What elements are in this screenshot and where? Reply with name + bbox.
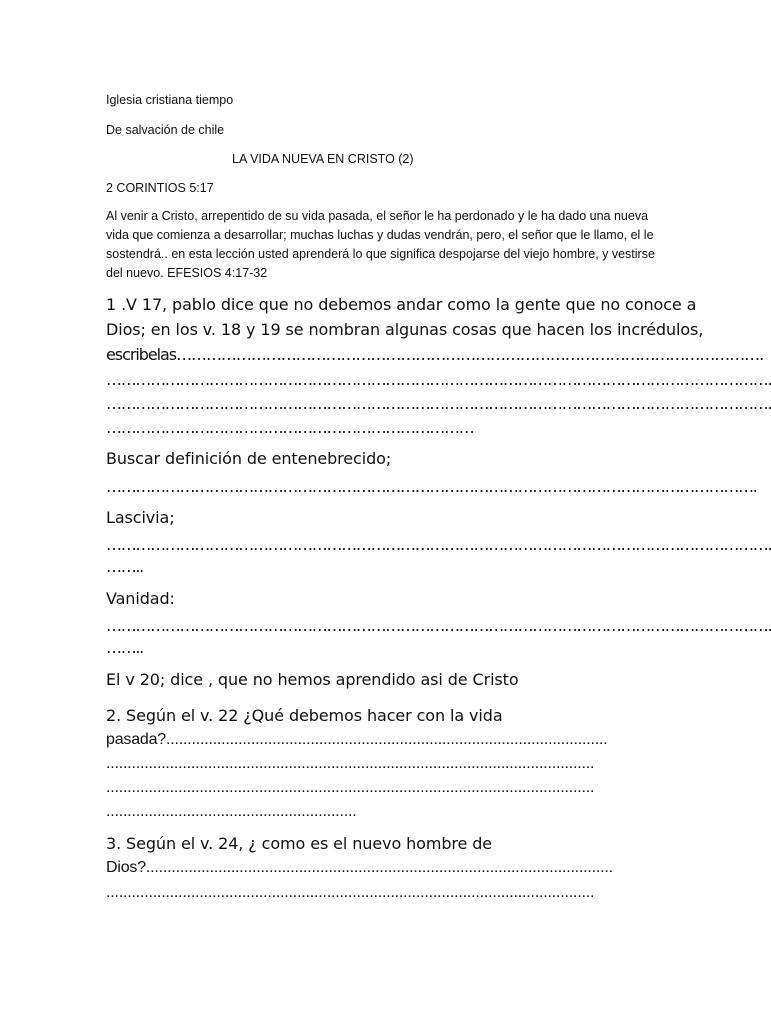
question2-answer-line: ...........................................................: [106, 803, 357, 820]
question1-answer-line: ……………………………………………………………………………………………………………………….: [106, 394, 771, 413]
question1-answer-line: escribelas……………………………………………………………………………………………………….: [106, 345, 764, 364]
lascivia-answer-line: ……………………………………………………………………………………………………………………….: [106, 535, 771, 554]
church-name-line1: Iglesia cristiana tiempo: [106, 93, 234, 107]
question2-answer-line: pasada?........................................................................................................: [106, 731, 608, 748]
question3-answer-line: ...................................................................................................................: [106, 884, 595, 901]
question1-answer-line: …………………………………………………………………: [106, 418, 474, 437]
question2-text: 2. Según el v. 22 ¿Qué debemos hacer con la vida: [106, 706, 503, 725]
scripture-reference: 2 CORINTIOS 5:17: [106, 181, 214, 195]
vanidad-prompt: Vanidad:: [106, 589, 175, 608]
lascivia-answer-line: ……..: [106, 557, 143, 576]
question3-answer-line: Dios?..............................................................................................................: [106, 859, 613, 876]
question2-answer-line: ...................................................................................................................: [106, 755, 595, 772]
question1-answer-line: ……………………………………………………………………………………………………………………….: [106, 370, 771, 389]
church-name-line2: De salvación de chile: [106, 123, 225, 137]
entenebrecido-answer-line: …………………………………………………………………………………………………………………….: [106, 477, 757, 496]
intro-line: vida que comienza a desarrollar; muchas luchas y dudas vendrán, pero, el señor que le llamo, el le: [106, 228, 654, 242]
vanidad-answer-line: ……..: [106, 638, 143, 657]
lascivia-prompt: Lascivia;: [106, 508, 175, 527]
intro-line: Al venir a Cristo, arrepentido de su vida pasada, el señor le ha perdonado y le ha dado una nueva: [106, 209, 649, 223]
question3-text: 3. Según el v. 24, ¿ como es el nuevo hombre de: [106, 834, 493, 853]
lesson-title: LA VIDA NUEVA EN CRISTO (2): [232, 152, 414, 166]
verse20-statement: El v 20; dice , que no hemos aprendido asi de Cristo: [106, 670, 519, 689]
entenebrecido-prompt: Buscar definición de entenebrecido;: [106, 449, 392, 468]
question1-text: Dios; en los v. 18 y 19 se nombran algunas cosas que hacen los incrédulos,: [106, 320, 704, 339]
intro-line: del nuevo. EFESIOS 4:17-32: [106, 266, 268, 280]
intro-line: sostendrá.. en esta lección usted aprenderá lo que significa despojarse del viejo hombre, y vestirse: [106, 247, 655, 261]
question1-text: 1 .V 17, pablo dice que no debemos andar como la gente que no conoce a: [106, 295, 697, 314]
question2-answer-line: ...................................................................................................................: [106, 779, 595, 796]
vanidad-answer-line: ……………………………………………………………………………………………………………………….: [106, 616, 771, 635]
